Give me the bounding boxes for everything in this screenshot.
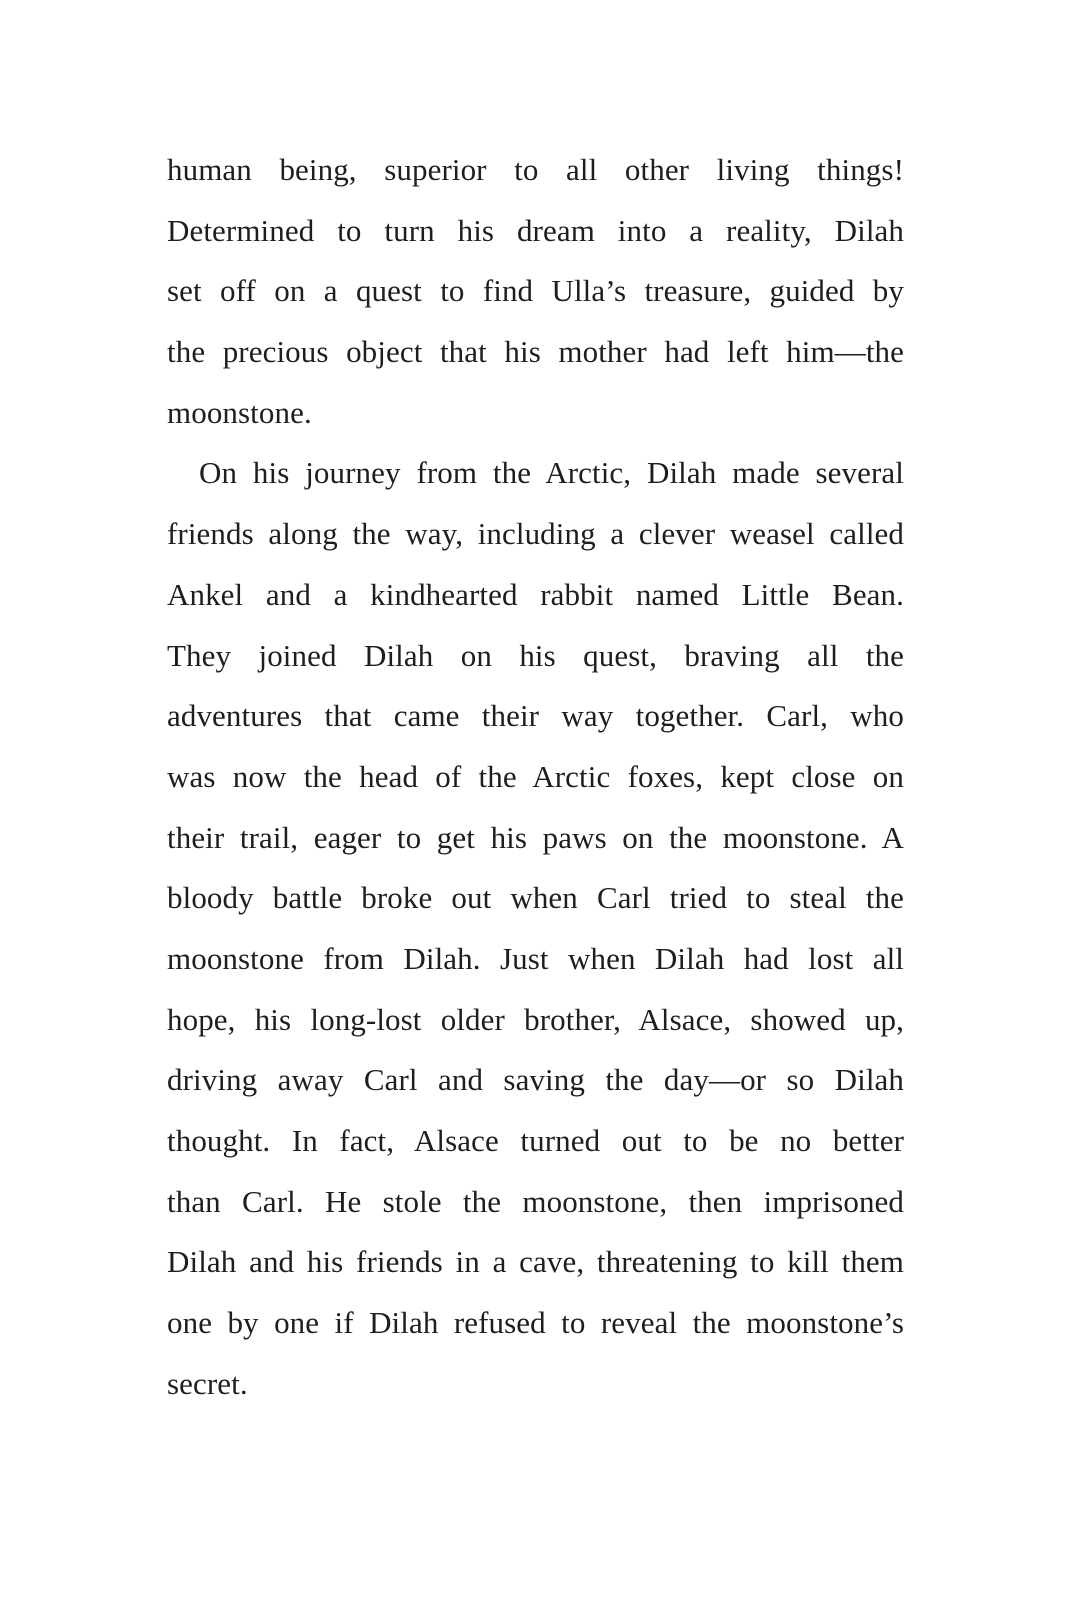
book-page (167, 140, 904, 1414)
text-line: friends along the way, including a clever weasel called (167, 516, 904, 552)
text-line: On his journey from the Arctic, Dilah made several (199, 455, 904, 491)
paragraph-2 (167, 443, 904, 1414)
text-line: was now the head of the Arctic foxes, kept close on (167, 758, 904, 794)
text-line: than Carl. He stole the moonstone, then imprisoned (167, 1183, 904, 1219)
text-line: thought. In fact, Alsace turned out to be no better (167, 1123, 904, 1158)
text-line: set off on a quest to find Ulla’s treasure, guided by (167, 273, 904, 309)
text-line: their trail, eager to get his paws on the moonstone. A (167, 819, 904, 855)
text-line: Dilah and his friends in a cave, threatening to kill them (167, 1244, 904, 1280)
text-line: They joined Dilah on his quest, braving all the (167, 637, 904, 673)
text-line: Ankel and a kindhearted rabbit named Little Bean. (167, 576, 904, 612)
text-line: secret. (167, 1365, 248, 1401)
text-line: Determined to turn his dream into a reality, Dilah (167, 212, 904, 248)
text-line: driving away Carl and saving the day—or so Dilah (167, 1062, 904, 1098)
text-line: adventures that came their way together. Carl, who (167, 698, 904, 734)
text-line: the precious object that his mother had left him—the (167, 334, 904, 370)
text-line: human being, superior to all other living things! (167, 152, 904, 187)
paragraph-1 (167, 140, 904, 443)
text-line: one by one if Dilah refused to reveal the moonstone’s (167, 1305, 904, 1341)
text-line: moonstone. (167, 394, 312, 430)
text-line: hope, his long-lost older brother, Alsace, showed up, (167, 1001, 904, 1037)
text-line: moonstone from Dilah. Just when Dilah had lost all (167, 940, 904, 976)
text-line: bloody battle broke out when Carl tried to steal the (167, 880, 904, 916)
